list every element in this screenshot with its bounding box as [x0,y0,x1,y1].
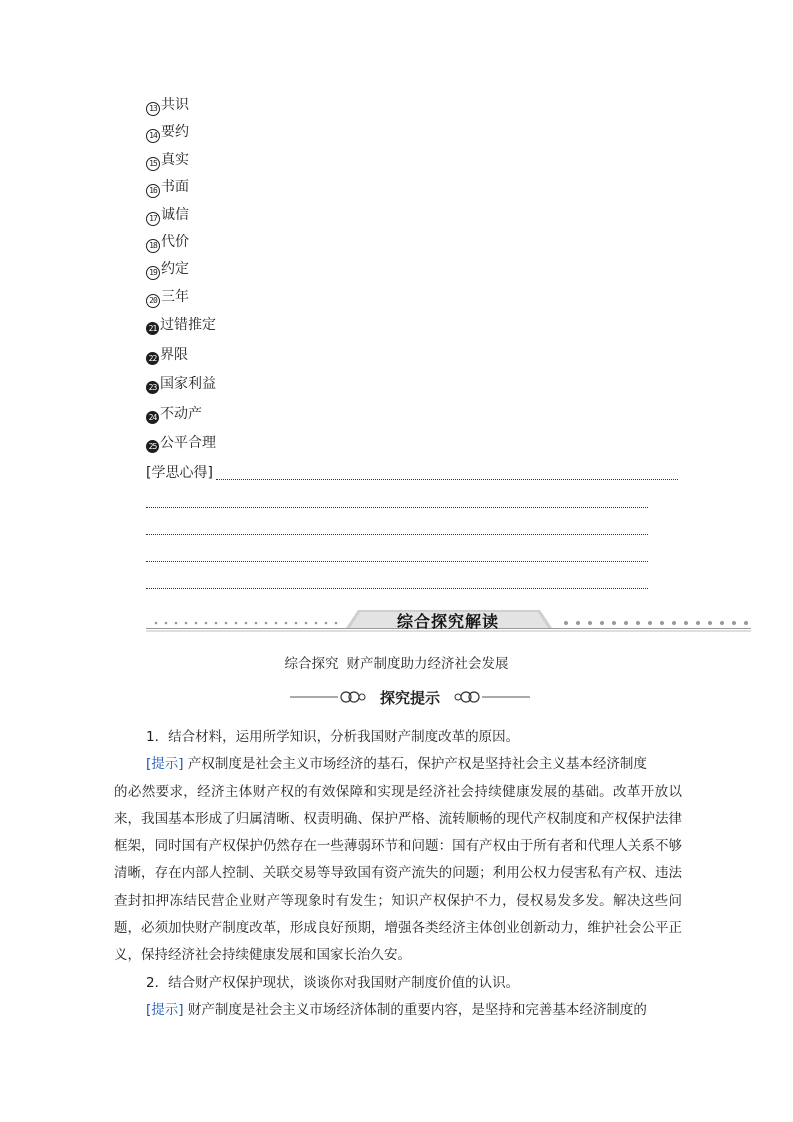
dotted-writing-line [146,534,648,535]
answer-1-body: 的必然要求，经济主体财产权的有效保障和实现是经济社会持续健康发展的基础。改革开放以来，我国基本形成了归属清晰、权责明确、保护严格、流转顺畅的现代产权制度和产权保护法律框架，同时国有产权保护仍然存在一些薄弱环节和问题：国有产权由于所有者和代理人关系不够清晰，存在内部人控制、关联交易等导致国有资产流失的问题；利用公权力侵害私有产权、违法查封扣押冻结民营企业财产等现象时有发生；知识产权保护不力，侵权易发多发。解决这些问题，必须加快财产制度改革，形成良好预期，增强各类经济主体创业创新动力，维护社会公平正义，保持经济社会持续健康发展和国家长治久安。 [114,783,682,964]
notes-label: [学思心得] [146,465,213,481]
answer-item [146,400,216,430]
circled-number: 13 [146,102,160,116]
answer-item [146,284,216,311]
answer-item [146,229,216,256]
hint-tag: [提示] [146,756,184,773]
circled-number: 15 [146,157,160,171]
answer-text: 诚信 [161,206,189,223]
section-subtitle [0,652,793,672]
section-banner-title: 综合探究解读 [396,612,499,631]
circled-number: 16 [146,184,160,198]
answer-text: 三年 [161,288,189,305]
circled-number: 25 [146,440,159,453]
dotted-writing-line [146,507,648,508]
question-1: 1．结合材料，运用所学知识，分析我国财产制度改革的原因。 [146,729,520,745]
answer-item [146,202,216,229]
answer-item [146,429,216,459]
hint-header-title: 探究提示 [379,689,440,707]
answer-text: 过错推定 [160,317,216,334]
circled-number: 21 [146,322,159,335]
circled-number: 24 [146,411,159,424]
circled-number: 18 [146,239,160,253]
question-2: 2．结合财产权保护现状，谈谈你对我国财产制度价值的认识。 [146,974,520,991]
answer-1-first-line [146,751,682,778]
hint-tag: [提示] [146,1001,184,1018]
circled-number: 17 [146,212,160,226]
circled-number: 14 [146,129,160,143]
answer-text: 共识 [161,97,189,113]
circled-number: 19 [146,266,160,280]
answer-item [146,92,216,119]
answer-list [146,92,216,459]
circled-number: 20 [146,294,160,308]
answer-2-first-line [146,997,682,1024]
answer-text: 书面 [161,179,189,196]
answer-item [146,341,216,371]
circled-number: 23 [146,381,159,394]
section-banner [146,606,751,636]
subtitle-right: 财产制度助力经济社会发展 [346,656,509,672]
answer-text: 代价 [161,233,189,250]
answer-2-first-text: 财产制度是社会主义市场经济体制的重要内容，是坚持和完善基本经济制度的 [187,1001,647,1018]
answer-text: 要约 [161,124,189,141]
answer-item [146,256,216,283]
answer-item [146,119,216,146]
answer-text: 不动产 [160,405,202,422]
hint-header [290,686,530,708]
dotted-writing-line [146,561,648,562]
question-block-1 [114,724,682,1024]
answer-text: 国家利益 [160,376,216,393]
answer-item [146,174,216,201]
answer-item [146,370,216,400]
dotted-writing-line [216,479,678,480]
answer-item [146,311,216,341]
circled-number: 22 [146,352,159,365]
answer-text: 约定 [161,261,189,278]
answer-text: 公平合理 [160,435,216,452]
answer-item [146,147,216,174]
answer-text: 界限 [160,346,188,363]
answer-1-first-text: 产权制度是社会主义市场经济的基石，保护产权是坚持社会主义基本经济制度 [187,756,647,773]
subtitle-left: 综合探究 [284,656,339,672]
answer-text: 真实 [161,151,189,168]
dotted-writing-line [146,588,648,589]
